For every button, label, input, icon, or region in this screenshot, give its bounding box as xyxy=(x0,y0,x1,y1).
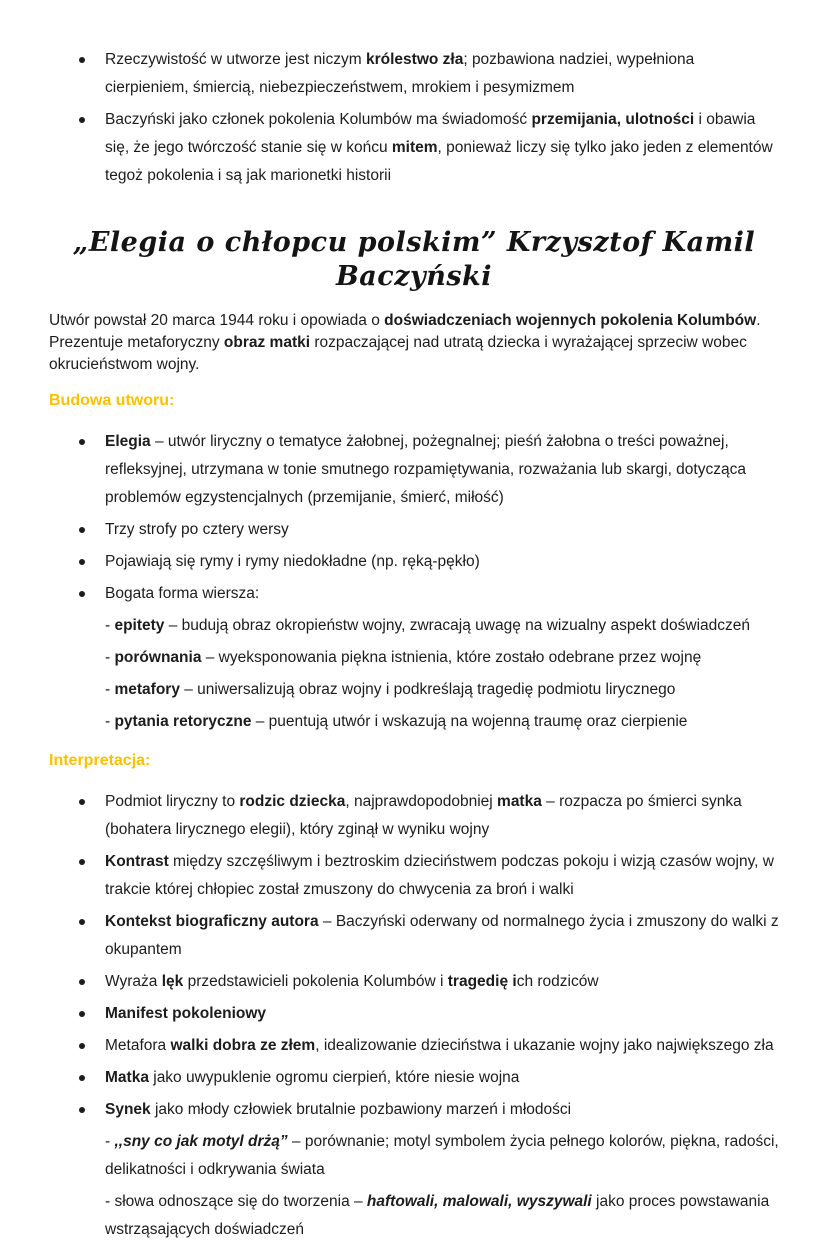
section-budowa-utworu xyxy=(49,391,779,736)
text-segment: ch rodziców xyxy=(516,973,599,990)
text-segment: - xyxy=(105,1133,115,1150)
list-item xyxy=(49,1032,779,1060)
list-item-line xyxy=(105,968,779,996)
text-segment: rozpaczającej nad utratą dziecka i wyrażającej sprzeciw wobec okrucieństwom wojny. xyxy=(49,334,747,373)
text-segment: – utwór liryczny o tematyce żałobnej, pożegnalnej; pieśń żałobna o treści poważnej, refleksyjnej, utrzymana w tonie smutnego rozpamiętywania, rozważania lub skargi, dotycząca problemów egzystencjalnych (przemijanie, śmierć, miłość) xyxy=(105,433,746,506)
text-segment: Metafora xyxy=(105,1037,171,1054)
text-segment: , najprawdopodobniej xyxy=(345,793,498,810)
list-item-line xyxy=(105,1064,779,1092)
list-item xyxy=(49,46,779,102)
list-item xyxy=(49,1096,779,1244)
list-item-line xyxy=(105,580,779,608)
list-item-line xyxy=(105,612,779,640)
text-segment: Kontekst biograficzny autora xyxy=(105,913,319,930)
page-title: „Elegia o chłopcu polskim” Krzysztof Kamil Baczyński xyxy=(72,227,756,292)
text-segment: . Prezentuje metaforyczny xyxy=(49,312,761,351)
list-item-line xyxy=(105,788,779,844)
text-segment: - xyxy=(105,681,115,698)
text-segment: między szczęśliwym i beztroskim dzieciństwem podczas pokoju i wizją czasów wojny, w trakcie której chłopiec został zmuszony do chwycenia za broń i walki xyxy=(105,853,774,898)
list-item-line xyxy=(105,1128,779,1184)
list-item-line xyxy=(105,1096,779,1124)
list-item xyxy=(49,788,779,844)
text-segment: , idealizowanie dzieciństwa i ukazanie wojny jako największego zła xyxy=(315,1037,774,1054)
text-segment: Bogata forma wiersza: xyxy=(105,585,260,602)
text-segment: przedstawicieli pokolenia Kolumbów i xyxy=(183,973,448,990)
text-segment: epitety xyxy=(114,617,165,634)
text-segment: i obawia się, że jego twórczość stanie się w końcu xyxy=(105,111,756,156)
text-segment: – porównanie; motyl symbolem życia pełnego kolorów, piękna, radości, delikatności i odkrywania świata xyxy=(105,1133,779,1178)
list-item xyxy=(49,848,779,904)
text-segment: lęk xyxy=(161,973,184,990)
text-segment: Baczyński jako członek pokolenia Kolumbów ma świadomość xyxy=(105,111,532,128)
list-item xyxy=(49,428,779,512)
text-segment: – Baczyński oderwany od normalnego życia i zmuszony do walki z okupantem xyxy=(105,913,779,958)
text-segment: pytania retoryczne xyxy=(114,713,252,730)
section-interpretacja xyxy=(49,751,779,1244)
text-segment: obraz matki xyxy=(223,334,311,351)
list-item xyxy=(49,968,779,996)
lead-paragraph xyxy=(49,310,779,376)
text-segment: , ponieważ liczy się tylko jako jeden z elementów tegoż pokolenia i są jak marionetki historii xyxy=(105,139,773,184)
text-segment: – wyeksponowania piękna istnienia, które zostało odebrane przez wojnę xyxy=(201,649,702,666)
text-segment: Utwór powstał 20 marca 1944 roku i opowiada o xyxy=(49,312,385,329)
list-item-line xyxy=(105,644,779,672)
list-item-line xyxy=(105,1000,779,1028)
text-segment: Elegia xyxy=(105,433,151,450)
text-segment: przemijania, ulotności xyxy=(531,111,695,128)
text-segment: Synek xyxy=(105,1101,151,1118)
text-segment: metafory xyxy=(114,681,180,698)
list-item-line xyxy=(105,106,779,190)
list-item-line xyxy=(105,46,779,102)
text-segment: Podmiot liryczny to xyxy=(105,793,240,810)
list-item-line xyxy=(105,428,779,512)
text-segment: jako młody człowiek brutalnie pozbawiony marzeń i młodości xyxy=(150,1101,572,1118)
text-segment: porównania xyxy=(114,649,202,666)
text-segment: Matka xyxy=(105,1069,149,1086)
text-segment: haftowali, malowali, wyszywali xyxy=(366,1193,592,1210)
list-item xyxy=(49,548,779,576)
text-segment: jako proces powstawania wstrząsających doświadczeń xyxy=(105,1193,770,1238)
text-segment: królestwo zła xyxy=(365,51,464,68)
list-item xyxy=(49,580,779,736)
section-heading-budowa: Budowa utworu: xyxy=(49,392,175,409)
text-segment: Wyraża xyxy=(105,973,162,990)
list-item xyxy=(49,516,779,544)
text-segment: Pojawiają się rymy i rymy niedokładne (np. ręką-pękło) xyxy=(105,553,480,570)
list-item-line xyxy=(105,1188,779,1244)
text-segment: walki dobra ze złem xyxy=(170,1037,316,1054)
text-segment: Trzy strofy po cztery wersy xyxy=(105,521,289,538)
list-item-line xyxy=(105,548,779,576)
section-heading-interpretacja: Interpretacja: xyxy=(49,752,151,769)
text-segment: Kontrast xyxy=(105,853,169,870)
list-item xyxy=(49,1064,779,1092)
list-item xyxy=(49,1000,779,1028)
text-segment: – uniwersalizują obraz wojny i podkreślają tragedię podmiotu lirycznego xyxy=(179,681,676,698)
list-item-line xyxy=(105,708,779,736)
text-segment: - xyxy=(105,617,115,634)
list-item-line xyxy=(105,516,779,544)
text-segment: - xyxy=(105,649,115,666)
list-item-line xyxy=(105,908,779,964)
text-segment: – budują obraz okropieństw wojny, zwracają uwagę na wizualny aspekt doświadczeń xyxy=(164,617,751,634)
text-segment: doświadczeniach wojennych pokolenia Kolumbów xyxy=(384,312,757,329)
interpretacja-bullet-list xyxy=(49,788,779,1244)
text-segment: ,,sny co jak motyl drżą” xyxy=(114,1133,288,1150)
text-segment: Manifest pokoleniowy xyxy=(105,1005,267,1022)
budowa-bullet-list xyxy=(49,428,779,736)
text-segment: ; pozbawiona nadziei, wypełniona cierpieniem, śmiercią, niebezpieczeństwem, mrokiem i pesymizmem xyxy=(105,51,695,96)
text-segment: rodzic dziecka xyxy=(239,793,346,810)
list-item-line xyxy=(105,1032,779,1060)
text-segment: - xyxy=(105,713,115,730)
text-segment: – rozpacza po śmierci synka (bohatera lirycznego elegii), który zginął w wyniku wojny xyxy=(105,793,742,838)
text-segment: - słowa odnoszące się do tworzenia – xyxy=(105,1193,367,1210)
list-item-line xyxy=(105,676,779,704)
list-item-line xyxy=(105,848,779,904)
text-segment: jako uwypuklenie ogromu cierpień, które niesie wojna xyxy=(148,1069,520,1086)
list-item xyxy=(49,908,779,964)
text-segment: mitem xyxy=(391,139,438,156)
list-item xyxy=(49,106,779,190)
text-segment: Rzeczywistość w utworze jest niczym xyxy=(105,51,366,68)
text-segment: tragedię i xyxy=(447,973,517,990)
text-segment: matka xyxy=(497,793,542,810)
text-segment: – puentują utwór i wskazują na wojenną traumę oraz cierpienie xyxy=(251,713,688,730)
intro-bullet-list xyxy=(49,46,779,190)
